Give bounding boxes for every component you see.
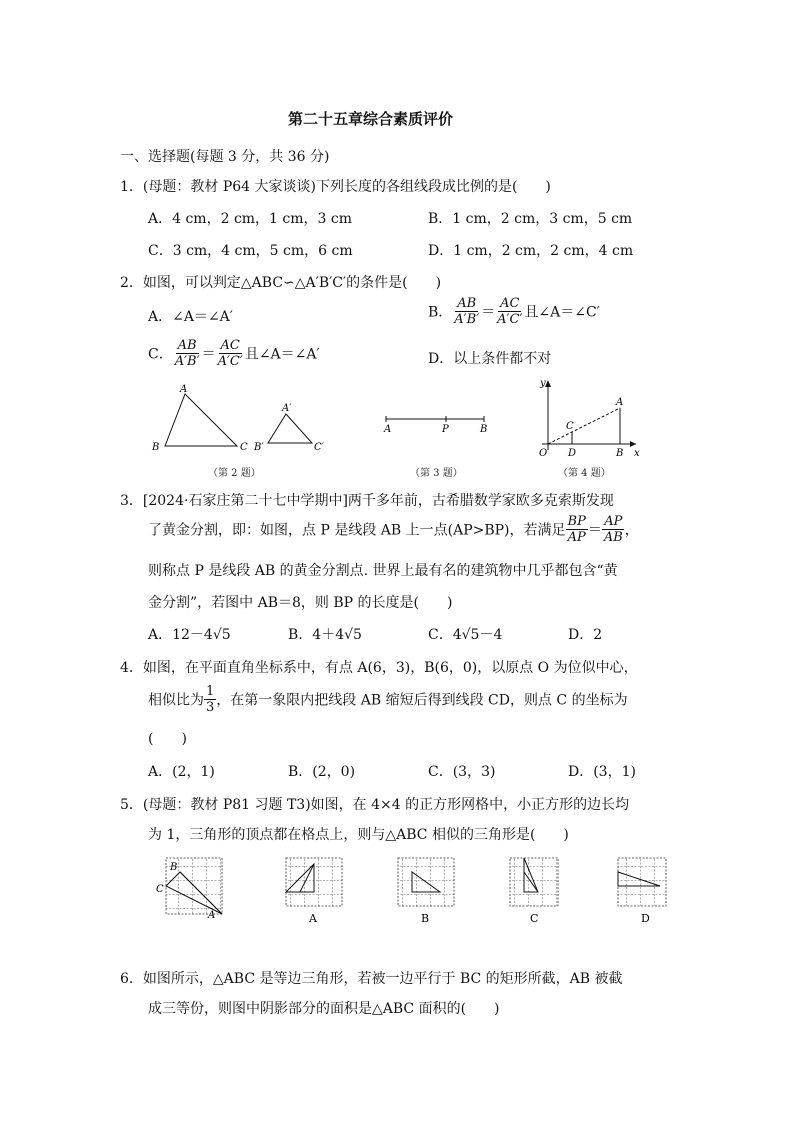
q4-option-b[interactable]: B．(2，0) xyxy=(288,764,356,780)
q2-c-frac2-num: AC xyxy=(220,338,240,353)
grid-option-a[interactable] xyxy=(286,858,342,924)
grid-b-label: B xyxy=(421,912,430,924)
q2-c-frac2 xyxy=(216,338,245,369)
fig4-coordinate-plane xyxy=(539,378,640,459)
tri2-label-a: A′ xyxy=(282,403,292,414)
q3-line2-post: ， xyxy=(624,522,639,539)
q3-option-d[interactable]: D．2 xyxy=(568,627,603,643)
grid0-label-b: B xyxy=(170,862,178,873)
grid-c-label: C xyxy=(530,912,539,924)
point-label-c: C xyxy=(566,421,574,432)
grid-option-d[interactable] xyxy=(618,858,666,924)
q3-option-a[interactable]: A．12－4√5 xyxy=(148,627,231,643)
grid-option-b[interactable] xyxy=(398,858,454,924)
q5-line2: 为 1，三角形的顶点都在格点上，则与△ABC 相似的三角形是( ) xyxy=(148,827,569,843)
q4-line2-post: ，在第一象限内把线段 AB 缩短后得到线段 CD，则点 C 的坐标为 xyxy=(216,692,628,709)
q2-b-frac1-num: AB xyxy=(457,296,477,311)
origin-label: O xyxy=(539,448,548,459)
q2-c-frac1-den: A′B′ xyxy=(174,354,200,369)
q2-option-c[interactable] xyxy=(148,338,320,369)
seg-label-b: B xyxy=(480,424,488,435)
q1-option-a[interactable]: A．4 cm，2 cm，1 cm，3 cm xyxy=(148,211,353,227)
q2-b-frac2-den: A′C′ xyxy=(497,312,523,327)
caption-fig2: （第 2 题） xyxy=(208,468,261,479)
q3-frac1 xyxy=(566,514,588,545)
q1-stem: 1．(母题：教材 P64 大家谈谈)下列长度的各组线段成比例的是( ) xyxy=(120,179,551,195)
q3-line1: 3．[2024·石家庄第二十七中学期中]两千多年前，古希腊数学家欧多克索斯发现 xyxy=(120,493,614,509)
q4-option-d[interactable]: D．(3，1) xyxy=(568,764,636,780)
q2-option-d[interactable]: D．以上条件都不对 xyxy=(428,351,552,367)
fig2-triangle-a1b1c1 xyxy=(253,403,325,453)
q2-stem: 2．如图，可以判定△ABC∽△A′B′C′的条件是( ) xyxy=(120,275,442,291)
q6-line2: 成三等份，则图中阴影部分的面积是△ABC 面积的( ) xyxy=(148,1001,500,1017)
q3-line2-pre: 了黄金分割，即：如图，点 P 是线段 AB 上一点(AP>BP)，若满足 xyxy=(148,522,566,539)
q2-c-prefix: C． xyxy=(148,346,173,363)
q4-option-a[interactable]: A．(2，1) xyxy=(148,764,215,780)
point-label-b: B xyxy=(616,448,624,459)
q2-b-prefix: B． xyxy=(428,304,453,321)
point-label-d: D xyxy=(568,448,577,459)
q1-option-b[interactable]: B．1 cm，2 cm，3 cm，5 cm xyxy=(428,211,633,227)
q3-frac2-num: AP xyxy=(604,514,623,529)
grid-original xyxy=(156,858,222,921)
q2-b-eq: ＝ xyxy=(481,304,496,321)
grid0-label-a: A xyxy=(208,910,216,921)
seg-label-p: P xyxy=(442,424,449,435)
q2-b-suffix: 且∠A＝∠C′ xyxy=(524,304,600,321)
axis-label-x: x xyxy=(634,448,640,459)
point-label-a: A xyxy=(616,397,624,408)
q2-c-eq: ＝ xyxy=(201,346,216,363)
q4-frac-num: 1 xyxy=(206,684,215,699)
q2-b-frac2-num: AC xyxy=(500,296,520,311)
q4-line3: ( ) xyxy=(148,731,187,747)
q3-line3: 则称点 P 是线段 AB 的黄金分割点. 世界上最有名的建筑物中几乎都包含“黄 xyxy=(148,563,618,579)
grid0-label-c: C xyxy=(156,884,164,895)
q3-line4: 金分割”，若图中 AB＝8，则 BP 的长度是( ) xyxy=(148,595,453,611)
q2-option-a[interactable]: A．∠A＝∠A′ xyxy=(148,309,233,325)
q4-line2-pre: 相似比为 xyxy=(148,692,204,709)
q2-c-suffix: 且∠A＝∠A′ xyxy=(244,346,320,363)
caption-fig4: （第 4 题） xyxy=(558,468,611,479)
fig3-segment xyxy=(383,416,487,435)
q5-grids xyxy=(150,852,680,924)
tri1-label-a: A xyxy=(180,384,188,395)
seg-label-a: A xyxy=(384,424,392,435)
q2-b-frac1 xyxy=(452,296,481,327)
section-heading: 一、选择题(每题 3 分，共 36 分) xyxy=(120,149,330,165)
page-title: 第二十五章综合素质评价 xyxy=(288,110,454,128)
q2-b-frac1-den: A′B′ xyxy=(454,312,480,327)
grid-a-label: A xyxy=(309,912,317,924)
q3-frac1-num: BP xyxy=(567,514,586,529)
tri1-label-b: B xyxy=(152,442,160,453)
tri2-label-b: B′ xyxy=(254,442,264,453)
q1-option-d[interactable]: D．1 cm，2 cm，2 cm，4 cm xyxy=(428,243,634,259)
tri1-label-c: C xyxy=(240,442,248,453)
q5-line1: 5．(母题：教材 P81 习题 T3)如图，在 4×4 的正方形网格中，小正方形的边长均 xyxy=(120,797,630,813)
grid-option-c[interactable] xyxy=(510,858,558,924)
q2-c-frac1-num: AB xyxy=(177,338,197,353)
q2-b-frac2 xyxy=(495,296,524,327)
q4-option-c[interactable]: C．(3，3) xyxy=(428,764,496,780)
q2-c-frac2-den: A′C′ xyxy=(217,354,243,369)
caption-fig3: （第 3 题） xyxy=(410,468,463,479)
q3-frac2 xyxy=(602,514,625,545)
fig2-triangle-abc xyxy=(151,384,248,453)
q4-line1: 4．如图，在平面直角坐标系中，有点 A(6，3)，B(6，0)，以原点 O 为位似中心， xyxy=(120,660,638,676)
q4-line2 xyxy=(148,684,628,715)
q3-option-c[interactable]: C．4√5－4 xyxy=(428,627,503,643)
q3-frac1-den: AP xyxy=(567,530,586,545)
q2-c-frac1 xyxy=(173,338,202,369)
axis-label-y: y xyxy=(540,378,546,389)
figures-row xyxy=(140,378,660,478)
q2-option-b[interactable] xyxy=(428,296,600,327)
q1-option-c[interactable]: C．3 cm，4 cm，5 cm，6 cm xyxy=(148,243,353,259)
q3-eq: ＝ xyxy=(587,522,602,539)
q4-frac xyxy=(204,684,216,715)
tri2-label-c: C′ xyxy=(314,442,324,453)
q3-frac2-den: AB xyxy=(603,530,623,545)
q3-option-b[interactable]: B．4＋4√5 xyxy=(288,627,362,643)
q6-line1: 6．如图所示，△ABC 是等边三角形，若被一边平行于 BC 的矩形所截，AB 被截 xyxy=(120,971,623,987)
q3-line2 xyxy=(148,514,639,545)
grid-d-label: D xyxy=(641,912,650,924)
q4-frac-den: 3 xyxy=(206,700,215,715)
